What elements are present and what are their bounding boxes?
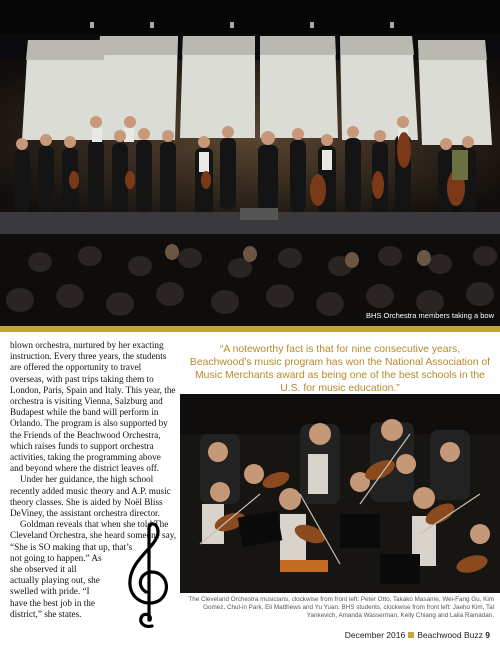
- bottom-photo-caption: The Cleveland Orchestra musicians, clockwise from front left: Peter Otto, Takako Masame, Wei-Fang Gu, Kim Gomez, Chul-in Park, Eli Matthews and Yu Yuan. BHS students, clockwise from front left: Jaeho Kim, Tal Yankevich, Amanda Wasserman, Kelly Chiang and Laila Ramadan.: [188, 596, 494, 620]
- page-footer: [345, 630, 490, 640]
- treble-clef-icon: [118, 520, 180, 630]
- pull-quote: “A noteworthy fact is that for nine consecutive years, Beachwood’s music program has won the National Association of Music Merchants award as being one of the best schools in the U.S. for music education.”: [189, 344, 491, 394]
- article-paragraph: not going to happen.” As she observed it all actually playing out, she swelled with pride. “I have the best job in the district,” she states.: [10, 552, 102, 619]
- article-paragraph: Goldman reveals that when she told The Cleveland Orchestra, she heard someone say, “She is SO making that up, that’s: [10, 519, 176, 552]
- article-paragraph: blown orchestra, nurtured by her exacting instruction. Every three years, the students are offered the opportunity to travel overseas, with past trips taking them to London, Paris, Spain and Italy. This year, the orchestra is visiting Vienna, Salzburg and Budapest while the band will perform in Orlando. The program is also supported by the Friends of the Beachwood Orchestra, which raises funds to support orchestra activities, taking the programming above and beyond where the district leaves off.: [10, 340, 176, 474]
- square-bullet-icon: [408, 632, 414, 638]
- publication-name: Beachwood Buzz: [417, 630, 483, 640]
- page-number: 9: [485, 630, 490, 640]
- gold-divider: [0, 326, 500, 332]
- article-paragraph: Under her guidance, the high school recently added music theory and A.P. music theory classes. She is aided by Noël Bliss DeViney, the assistant orchestra director.: [10, 474, 171, 519]
- issue-date: December 2016: [344, 630, 406, 640]
- top-photo-caption: BHS Orchestra members taking a bow: [366, 311, 494, 320]
- cleveland-orchestra-photo: [180, 394, 500, 593]
